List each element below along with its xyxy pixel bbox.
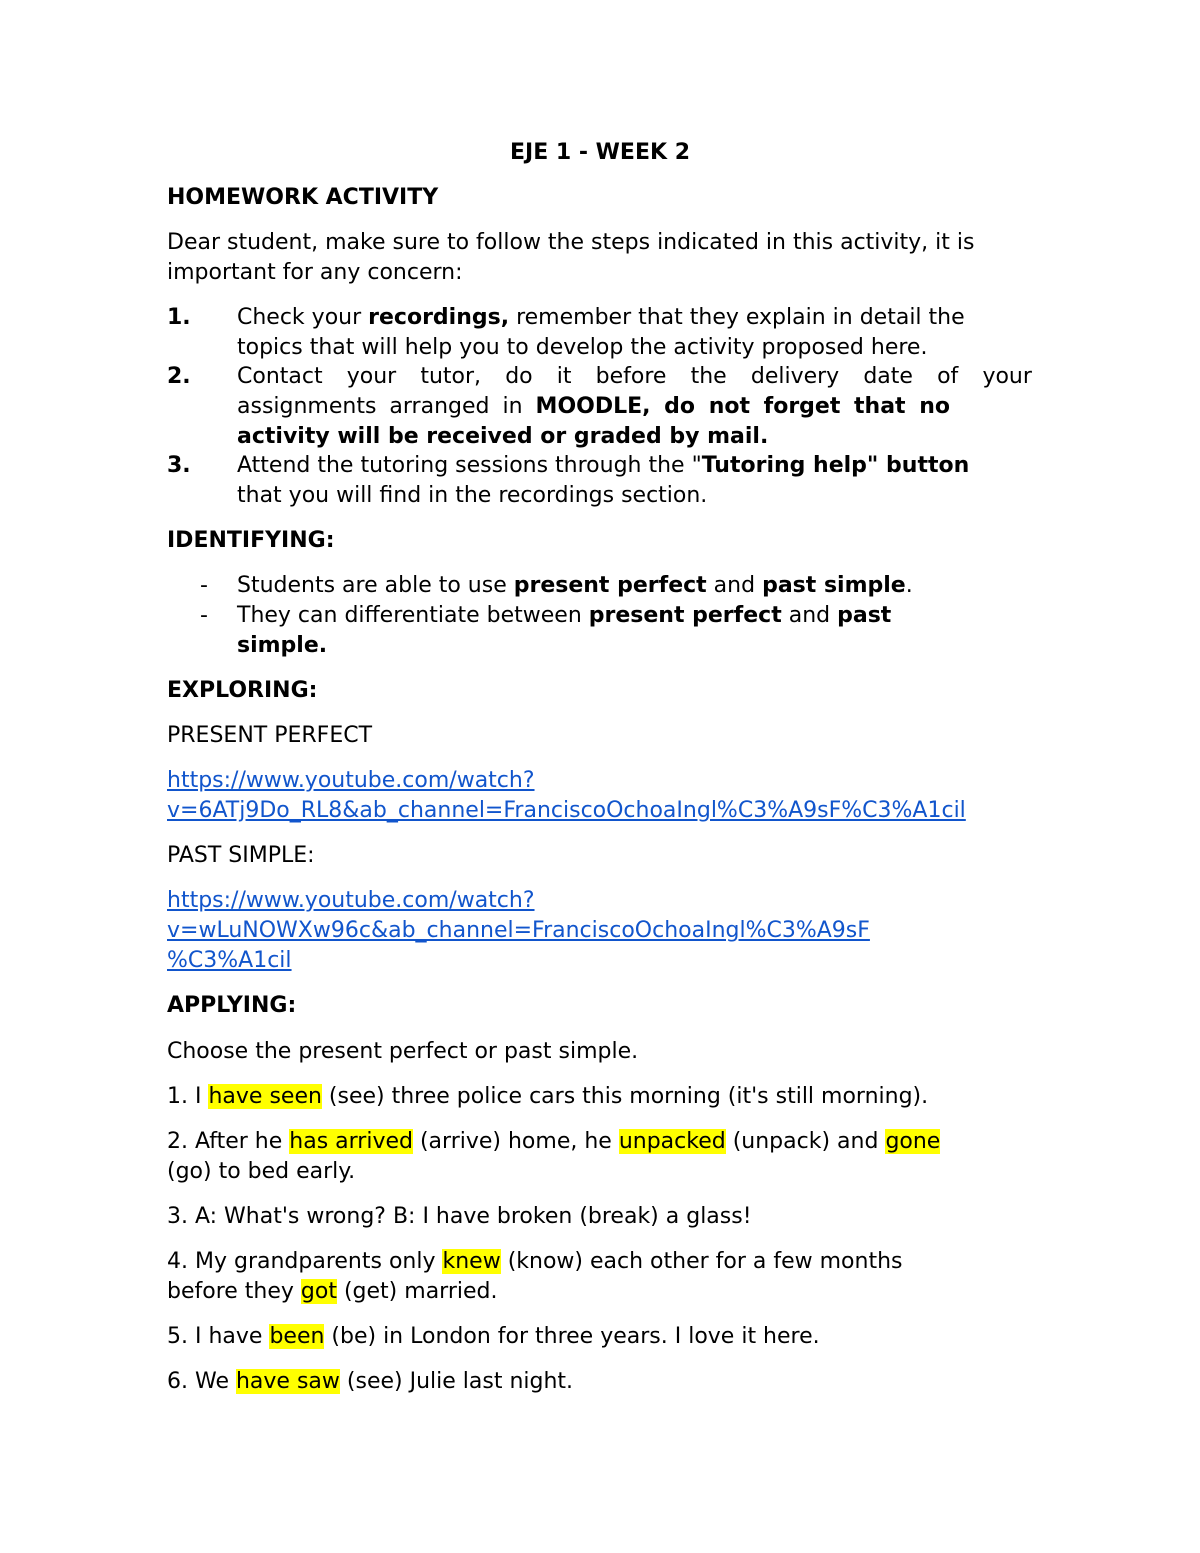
- past-simple-label: PAST SIMPLE:: [167, 843, 315, 868]
- bullet-1-text: [237, 571, 913, 601]
- question-6: [167, 1367, 573, 1397]
- q2-answer-2: unpacked: [618, 1129, 726, 1154]
- bullet-2-b: present perfect: [588, 603, 782, 628]
- question-2-line-2: (go) to bed early.: [167, 1159, 356, 1184]
- q4-a: 4. My grandparents only: [167, 1249, 443, 1274]
- q6-answer: have saw: [235, 1369, 340, 1394]
- bullet-2-c: and: [781, 603, 838, 628]
- question-2: [167, 1127, 940, 1157]
- question-3: 3. A: What's wrong? B: I have broken (break) a glass!: [167, 1204, 752, 1229]
- identifying-heading: IDENTIFYING:: [167, 528, 335, 553]
- bullet-2-text: [237, 601, 891, 631]
- step-3-line-1: [237, 451, 969, 481]
- step-2-word: date: [863, 364, 913, 389]
- bullet-1-a: Students are able to use: [237, 573, 514, 598]
- bullet-2-a: They can differentiate between: [237, 603, 589, 628]
- intro-line-2: important for any concern:: [167, 260, 463, 285]
- step-1-number: 1.: [167, 305, 191, 330]
- step-2-word: tutor,: [420, 364, 482, 389]
- q6-b: (see) Julie last night.: [339, 1369, 574, 1394]
- bullet-2-marker: -: [200, 603, 208, 628]
- past-simple-link-cont[interactable]: [167, 916, 870, 946]
- applying-heading: APPLYING:: [167, 993, 297, 1018]
- past-simple-link-line-3: %C3%A1cil: [167, 948, 292, 973]
- step-1-line-2: topics that will help you to develop the activity proposed here.: [237, 335, 928, 360]
- step-3-line-2: that you will find in the recordings section.: [237, 483, 708, 508]
- q5-b: (be) in London for three years. I love it here.: [324, 1324, 820, 1349]
- step-2-moodle: MOODLE, do not forget that no: [535, 394, 950, 419]
- step-2-word: do: [505, 364, 533, 389]
- step-2-word: it: [556, 364, 572, 389]
- bullet-1-b: present perfect: [513, 573, 707, 598]
- q2-answer-1: has arrived: [289, 1129, 413, 1154]
- past-simple-link-cont-2[interactable]: [167, 946, 292, 976]
- q4-b: (know) each other for a few months: [500, 1249, 903, 1274]
- present-perfect-link-cont[interactable]: [167, 796, 966, 826]
- q4-answer-2: got: [300, 1279, 337, 1304]
- bullet-2-d: past: [837, 603, 892, 628]
- q6-a: 6. We: [167, 1369, 236, 1394]
- step-2-line-2: [237, 392, 1032, 422]
- step-3-text-a: Attend the tutoring sessions through the ": [237, 453, 702, 478]
- page-title: EJE 1 - WEEK 2: [510, 140, 690, 165]
- present-perfect-link[interactable]: [167, 766, 535, 796]
- step-1-text-a: Check your: [237, 305, 369, 330]
- q5-answer: been: [269, 1324, 325, 1349]
- step-2-word: your: [346, 364, 397, 389]
- step-2-text-a: assignments arranged in: [237, 394, 536, 419]
- q1-a: 1. I: [167, 1084, 209, 1109]
- intro-line-1: Dear student, make sure to follow the steps indicated in this activity, it is: [167, 230, 975, 255]
- bullet-1-e: .: [905, 573, 913, 598]
- present-perfect-link-line-1: https://www.youtube.com/watch?: [167, 768, 535, 793]
- step-1-text-c: remember that they explain in detail the: [509, 305, 965, 330]
- step-2-line-3: activity will be received or graded by mail.: [237, 424, 769, 449]
- bullet-1-d: past simple: [762, 573, 906, 598]
- homework-heading: HOMEWORK ACTIVITY: [167, 185, 439, 210]
- q2-answer-3: gone: [885, 1129, 941, 1154]
- q2-b: (arrive) home, he: [412, 1129, 619, 1154]
- past-simple-link-line-2: v=wLuNOWXw96c&ab_channel=FranciscoOchoaIngl%C3%A9sF: [167, 918, 870, 943]
- question-4-line-2: [167, 1277, 497, 1307]
- bullet-1-c: and: [706, 573, 763, 598]
- q2-a: 2. After he: [167, 1129, 290, 1154]
- step-2-word: before: [595, 364, 667, 389]
- step-2-word: Contact: [237, 364, 323, 389]
- step-2-word: of: [937, 364, 959, 389]
- present-perfect-link-line-2: v=6ATj9Do_RL8&ab_channel=FranciscoOchoaIngl%C3%A9sF%C3%A1cil: [167, 798, 966, 823]
- step-2-word: your: [982, 364, 1032, 389]
- bullet-1-marker: -: [200, 573, 208, 598]
- step-2-word: the: [690, 364, 727, 389]
- q4-line2-b: (get) married.: [336, 1279, 498, 1304]
- step-2-line-1: [237, 362, 1032, 392]
- past-simple-link[interactable]: [167, 886, 535, 916]
- q1-b: (see) three police cars this morning (it's still morning).: [321, 1084, 929, 1109]
- past-simple-link-line-1: https://www.youtube.com/watch?: [167, 888, 535, 913]
- step-1-recordings: recordings,: [368, 305, 510, 330]
- q2-c: (unpack) and: [725, 1129, 886, 1154]
- q4-answer-1: knew: [442, 1249, 501, 1274]
- present-perfect-label: PRESENT PERFECT: [167, 723, 373, 748]
- bullet-2-line-2: simple.: [237, 633, 328, 658]
- exploring-heading: EXPLORING:: [167, 678, 318, 703]
- question-5: [167, 1322, 820, 1352]
- question-4: [167, 1247, 903, 1277]
- step-2-number: 2.: [167, 364, 191, 389]
- q1-answer: have seen: [208, 1084, 322, 1109]
- step-3-number: 3.: [167, 453, 191, 478]
- q4-line2-a: before they: [167, 1279, 301, 1304]
- q5-a: 5. I have: [167, 1324, 270, 1349]
- applying-instruction: Choose the present perfect or past simple.: [167, 1039, 639, 1064]
- question-1: [167, 1082, 928, 1112]
- step-3-tutoring-help: Tutoring help" button: [701, 453, 970, 478]
- step-1-line-1: [237, 303, 965, 333]
- step-2-word: delivery: [750, 364, 840, 389]
